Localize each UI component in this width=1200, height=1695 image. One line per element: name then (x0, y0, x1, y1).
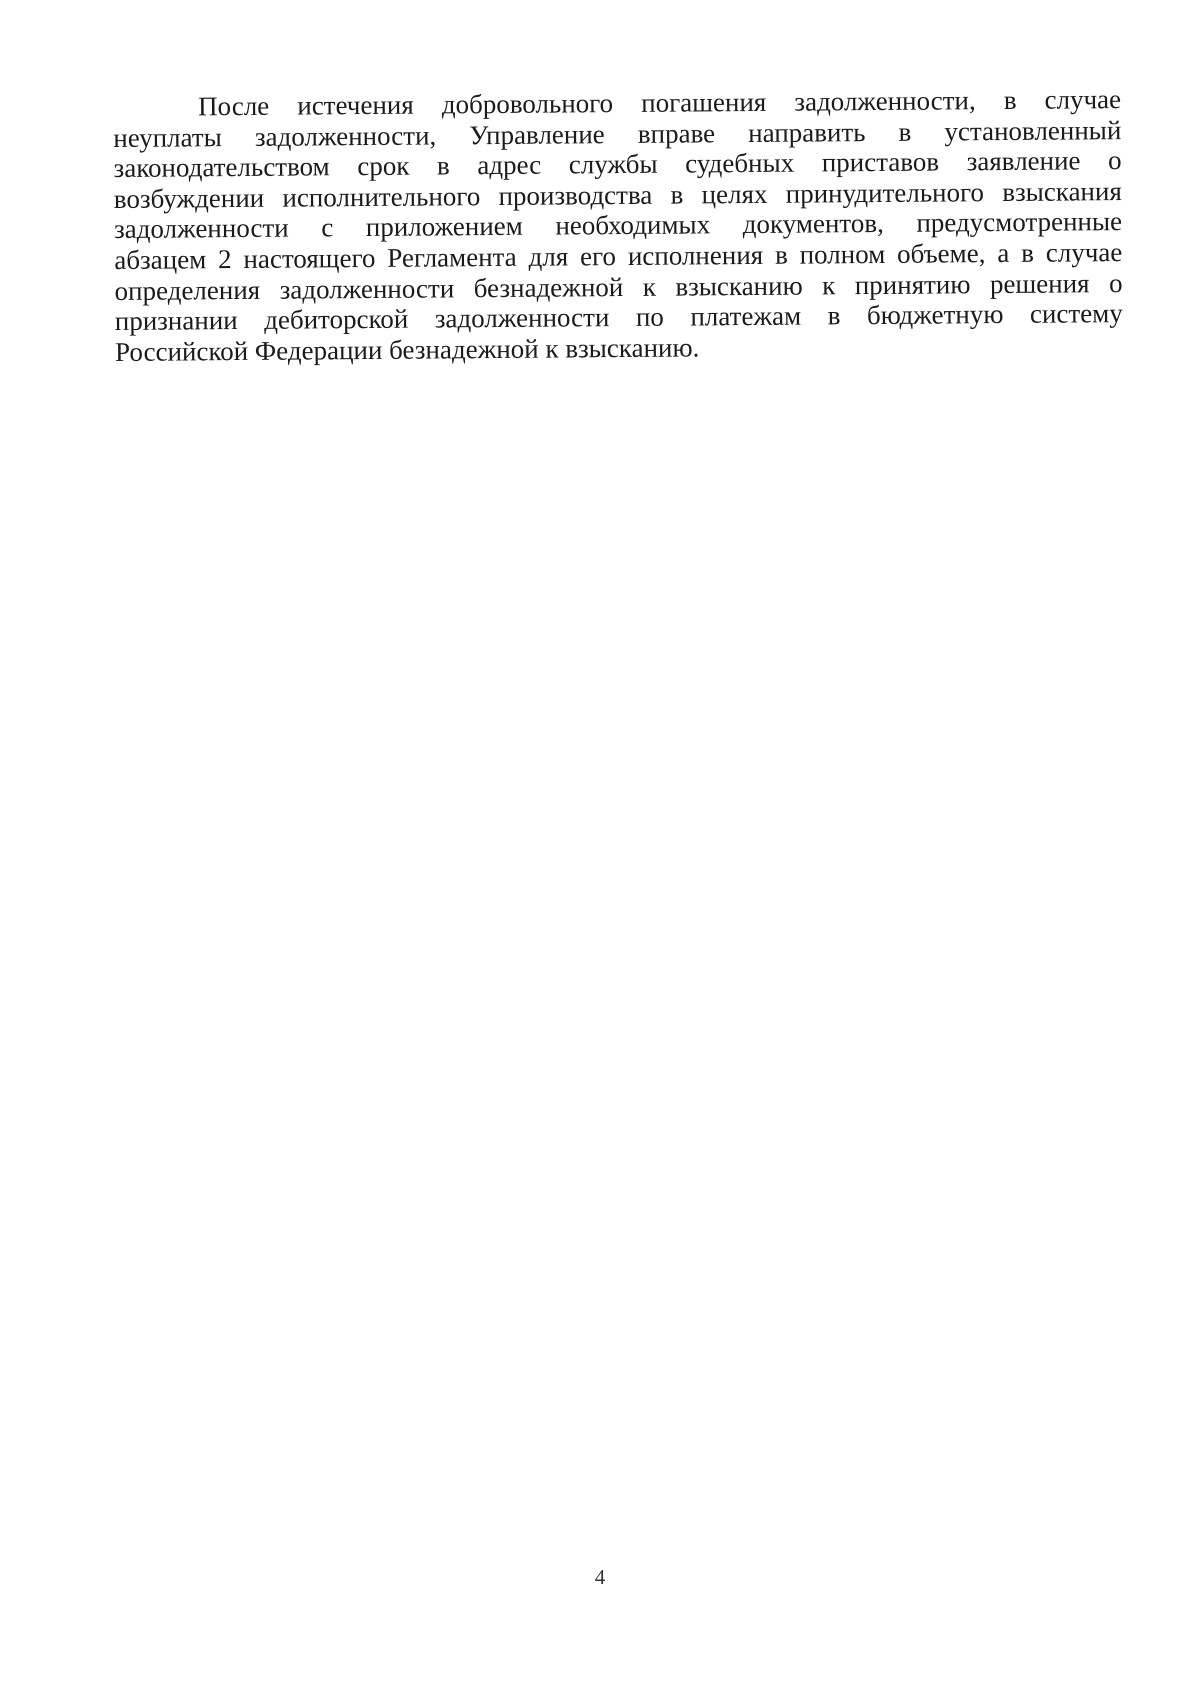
page-number: 4 (594, 1565, 606, 1589)
paragraph-line: абзацем 2 настоящего Регламента для его исполнения в полном объеме, а в случае (114, 237, 1123, 275)
body-paragraph (113, 84, 1123, 367)
paragraph-line: неуплаты задолженности, Управление вправе направить в установленный (113, 114, 1122, 153)
paragraph-line: возбуждении исполнительного производства в целях принудительного взыскания (113, 175, 1122, 214)
paragraph-line: определения задолженности безнадежной к взысканию к принятию решения о (114, 267, 1123, 306)
paragraph-line: законодательством срок в адрес службы судебных приставов заявление о (113, 145, 1122, 184)
paragraph-line: Российской Федерации безнадежной к взысканию. (114, 332, 700, 367)
paragraph-line: После истечения добровольного погашения задолженности, в случае (197, 84, 1122, 122)
paragraph-line: признании дебиторской задолженности по платежам в бюджетную систему (114, 298, 1123, 337)
paragraph-line: задолженности с приложением необходимых документов, предусмотренные (113, 206, 1123, 245)
